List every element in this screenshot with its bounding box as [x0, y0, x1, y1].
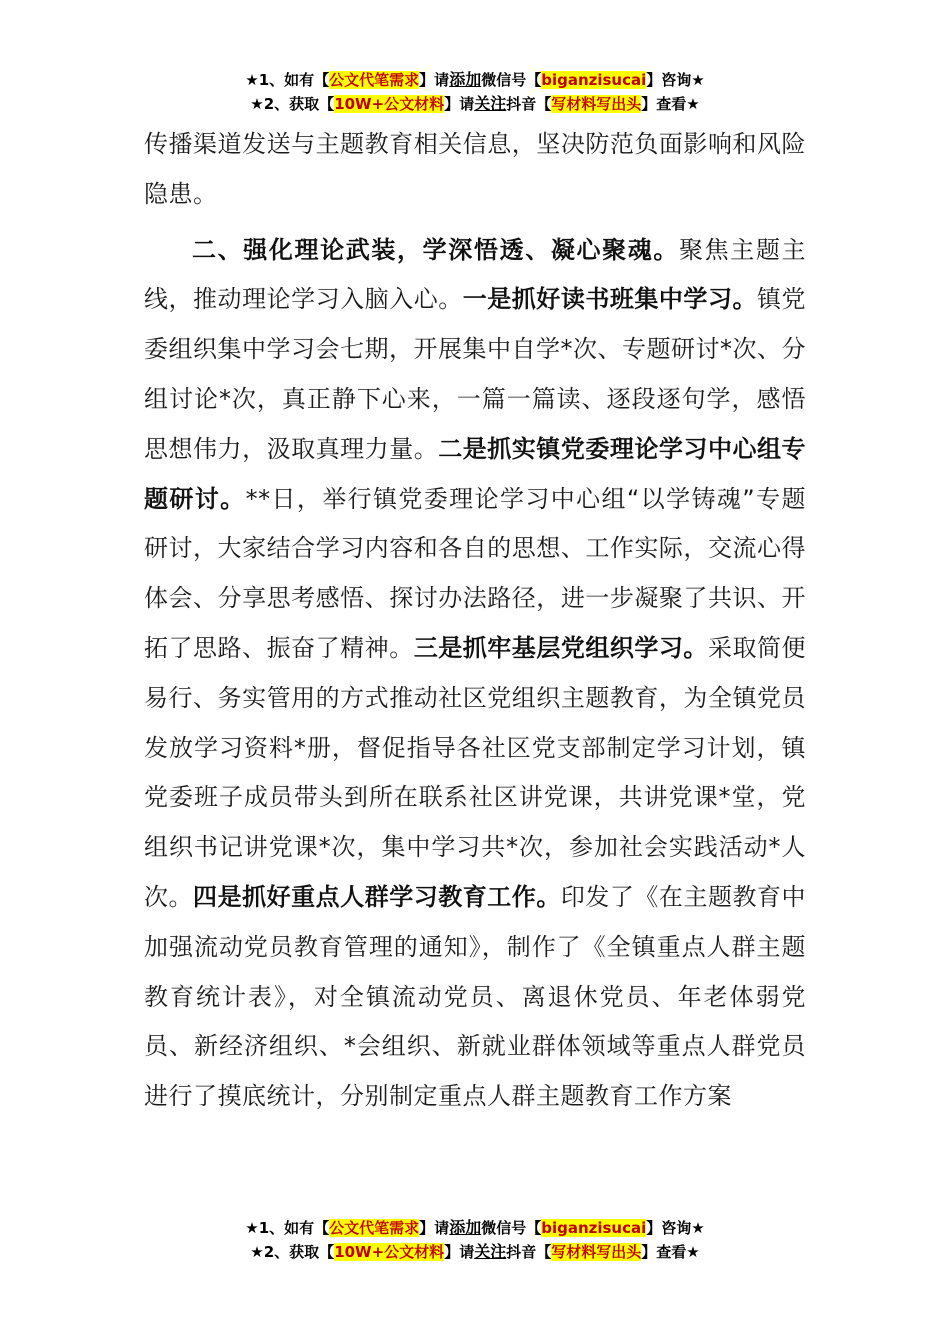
banner-text: 】查看★: [641, 1243, 700, 1261]
highlight-douyin-account: 写材料写出头: [551, 95, 642, 113]
header-banner: [0, 68, 950, 116]
subheading-four: 四是抓好重点人群学习教育工作。: [193, 882, 561, 911]
paragraph-section-two: [144, 226, 806, 1122]
banner-text: ★1、如有【: [245, 71, 330, 89]
paragraph-text: 聚焦主题主线，推动理论学习入脑入心。: [144, 235, 807, 314]
banner-text: 】请: [419, 71, 450, 89]
banner-text: ★2、获取【: [250, 1243, 335, 1261]
emphasis-text: 关注: [474, 1242, 507, 1261]
emphasis-text: 关注: [474, 94, 507, 113]
highlight-service: 公文代笔需求: [329, 71, 420, 89]
paragraph-continuation: 传播渠道发送与主题教育相关信息，坚决防范负面影响和风险隐患。: [144, 130, 806, 208]
document-body: [144, 120, 806, 1122]
subheading-two: 二是抓实镇党委理论学习中心组专题研讨。: [144, 434, 807, 513]
highlight-wechat-id: biganzisucai: [541, 71, 647, 89]
highlight-douyin-account: 写材料写出头: [551, 1243, 642, 1261]
emphasis-text: 添加: [449, 1218, 482, 1237]
highlight-materials: 10W+公文材料: [334, 1243, 445, 1261]
subheading-one: 一是抓好读书班集中学习。: [462, 285, 757, 314]
banner-text: 微信号【: [481, 71, 542, 89]
banner-line-1: [0, 1216, 950, 1240]
banner-text: 】咨询★: [646, 1219, 705, 1237]
footer-banner: [0, 1216, 950, 1264]
subheading-three: 三是抓牢基层党组织学习。: [413, 633, 708, 662]
banner-text: ★1、如有【: [245, 1219, 330, 1237]
highlight-service: 公文代笔需求: [329, 1219, 420, 1237]
banner-text: 抖音【: [506, 95, 552, 113]
banner-line-2: [0, 92, 950, 116]
banner-line-1: [0, 68, 950, 92]
highlight-wechat-id: biganzisucai: [541, 1219, 647, 1237]
banner-text: 微信号【: [481, 1219, 542, 1237]
paragraph-text: 镇党委组织集中学习会七期，开展集中自学*次、专题研讨*次、分组讨论*次，真正静下心来，一篇一篇读、逐段逐句学，感悟思想伟力，汲取真理力量。: [144, 285, 807, 463]
paragraph-text: **日，举行镇党委理论学习中心组“以学铸魂”专题研讨，大家结合学习内容和各自的思想、工作实际，交流心得体会、分享思考感悟、探讨办法路径，进一步凝聚了共识、开拓了思路、振奋了精神。: [144, 484, 806, 662]
banner-text: 】请: [444, 1243, 475, 1261]
section-heading: 二、强化理论武装，学深悟透、凝心聚魂。: [192, 235, 679, 264]
highlight-materials: 10W+公文材料: [334, 95, 445, 113]
paragraph-text: 采取简便易行、务实管用的方式推动社区党组织主题教育，为全镇党员发放学习资料*册，督促指导各社区党支部制定学习计划，镇党委班子成员带头到所在联系社区讲党课，共讲党课*堂，党组织书记讲党课*次，集中学习共*次，参加社会实践活动*人次。: [144, 633, 807, 911]
banner-line-2: [0, 1240, 950, 1264]
banner-text: 】请: [444, 95, 475, 113]
banner-text: 】请: [419, 1219, 450, 1237]
banner-text: 】查看★: [641, 95, 700, 113]
paragraph-text: 印发了《在主题教育中加强流动党员教育管理的通知》，制作了《全镇重点人群主题教育统计表》，对全镇流动党员、离退休党员、年老体弱党员、新经济组织、*会组织、新就业群体领域等重点人群党员进行了摸底统计，分别制定重点人群主题教育工作方案: [144, 882, 807, 1111]
emphasis-text: 添加: [449, 70, 482, 89]
banner-text: ★2、获取【: [250, 95, 335, 113]
banner-text: 】咨询★: [646, 71, 705, 89]
banner-text: 抖音【: [506, 1243, 552, 1261]
